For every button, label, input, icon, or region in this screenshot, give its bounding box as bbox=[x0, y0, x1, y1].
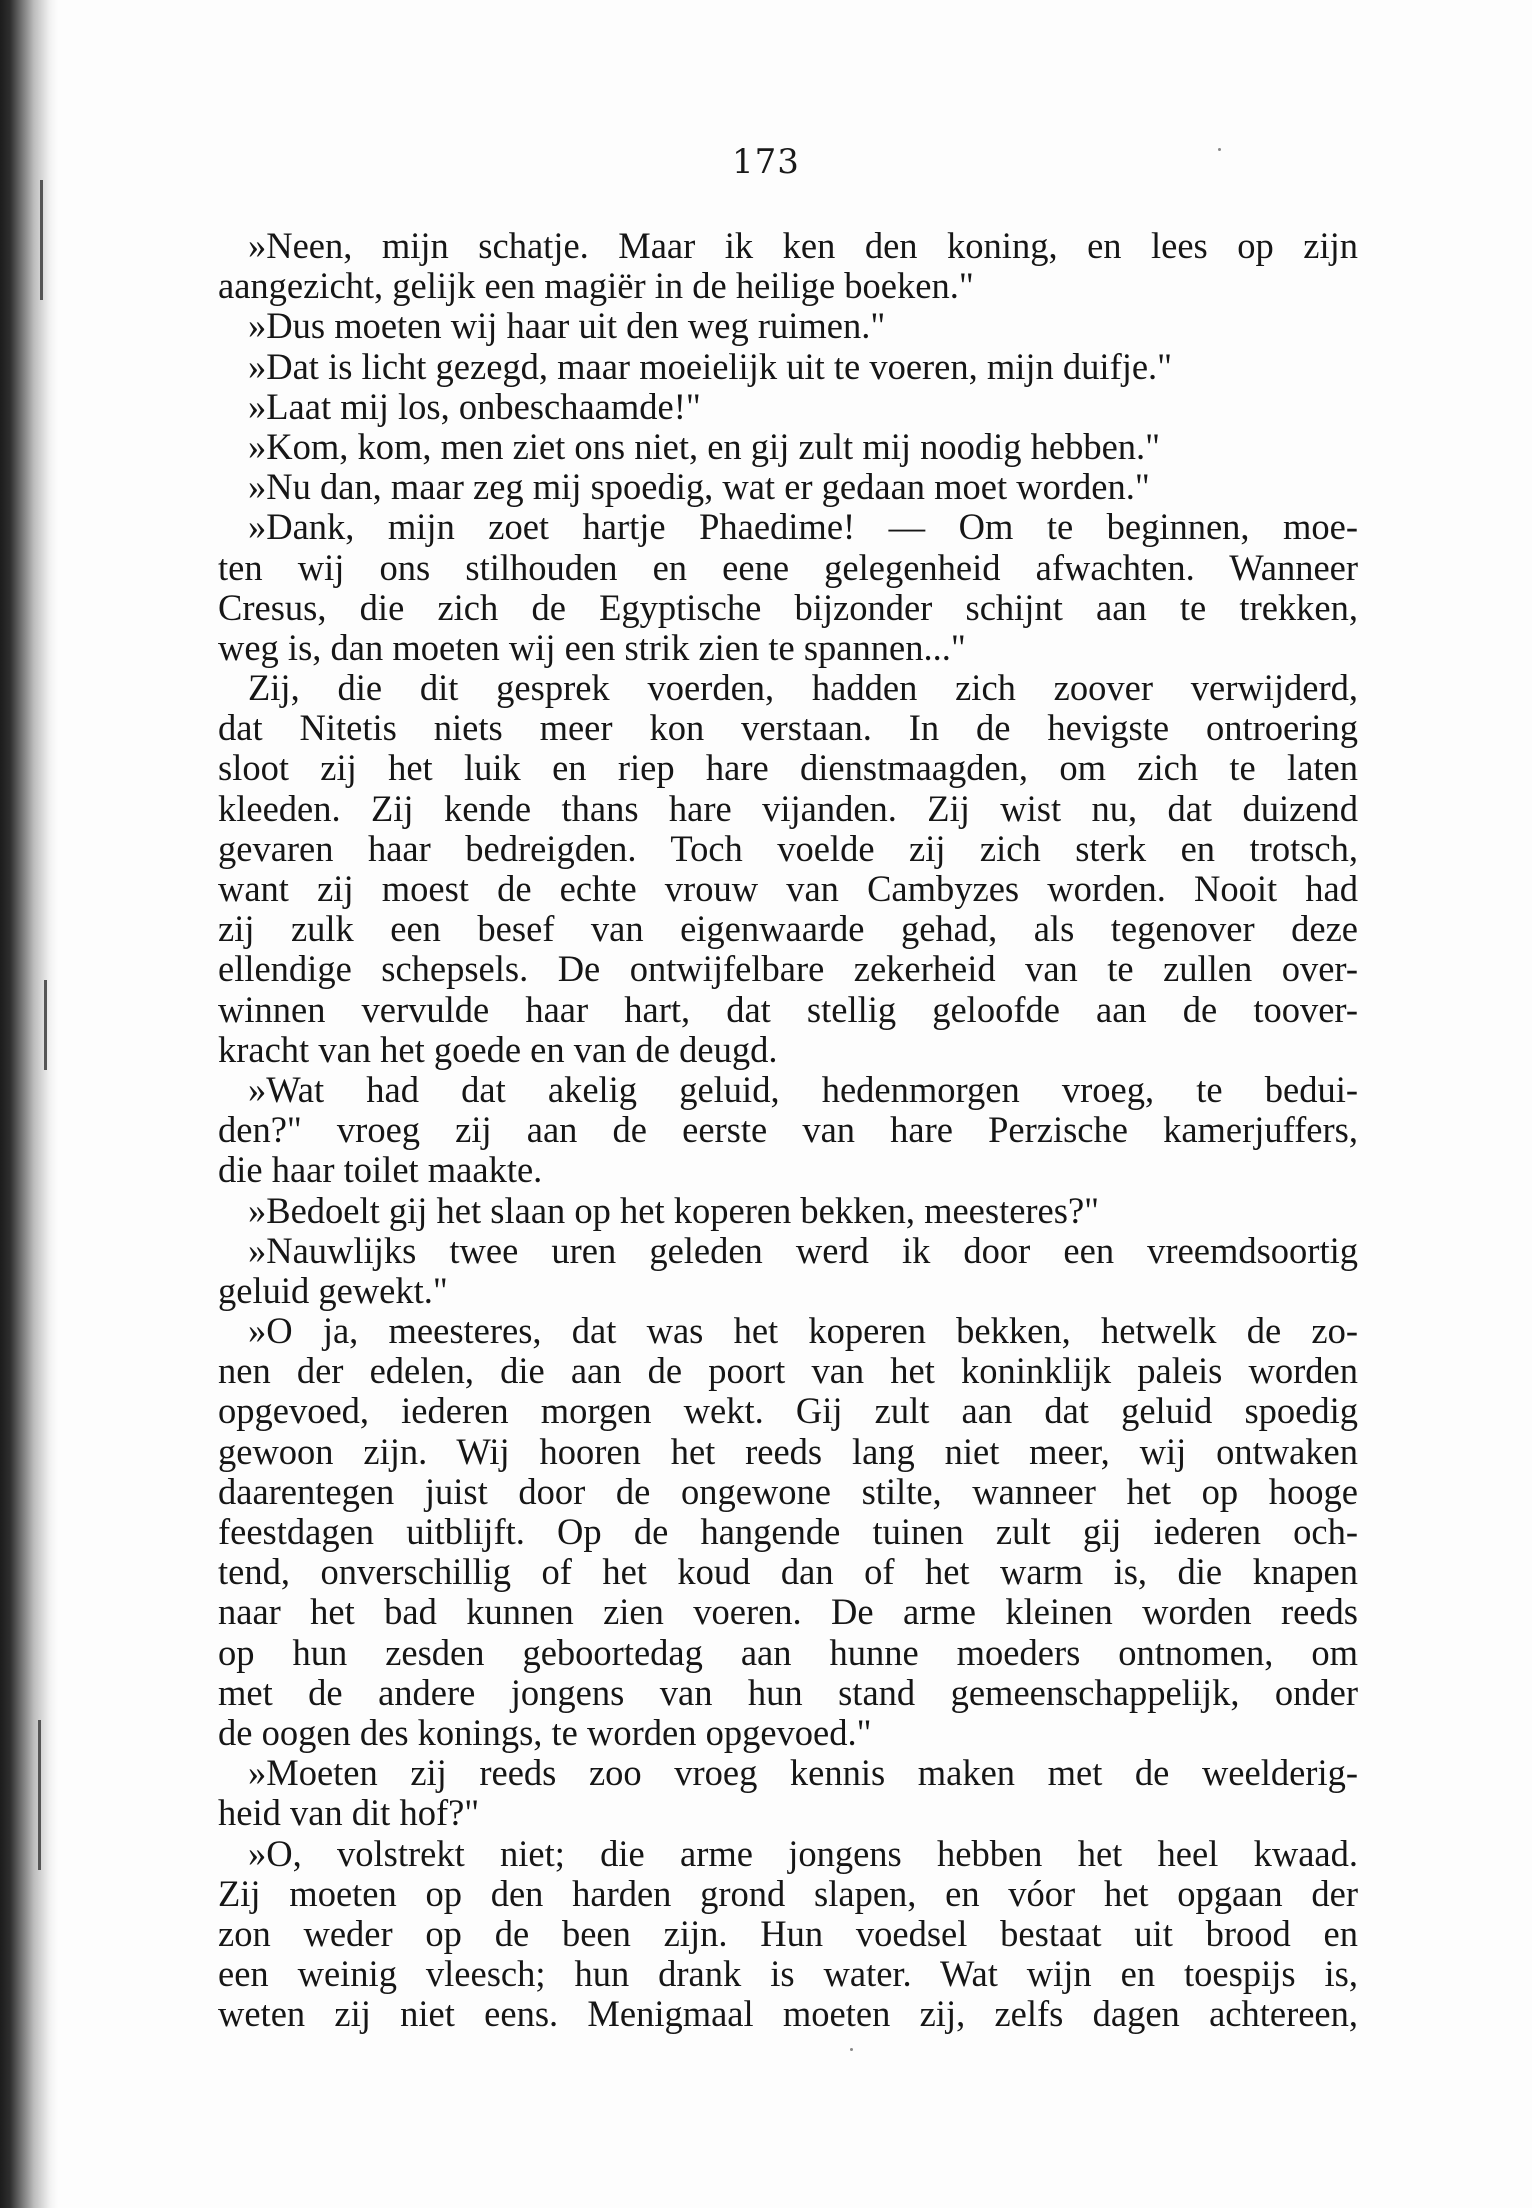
text-line: sloot zij het luik en riep hare dienstmaagden, om zich te laten bbox=[218, 747, 1358, 789]
scan-speck bbox=[1218, 148, 1221, 151]
text-line: ten wij ons stilhouden en eene gelegenheid afwachten. Wanneer bbox=[218, 546, 1358, 588]
text-line: »Dat is licht gezegd, maar moeielijk uit te voeren, mijn duifje." bbox=[248, 345, 1173, 387]
text-line: nen der edelen, die aan de poort van het koninklijk paleis worden bbox=[218, 1350, 1358, 1392]
text-line: een weinig vleesch; hun drank is water. Wat wijn en toespijs is, bbox=[218, 1953, 1358, 1995]
text-line: zij zulk een besef van eigenwaarde gehad, als tegenover deze bbox=[218, 908, 1358, 950]
text-line: heid van dit hof?" bbox=[218, 1792, 480, 1834]
body-text bbox=[218, 226, 1358, 2034]
text-line: »Dus moeten wij haar uit den weg ruimen." bbox=[248, 305, 886, 347]
scan-speck bbox=[850, 2048, 853, 2051]
text-line: aangezicht, gelijk een magiër in de heilige boeken." bbox=[218, 265, 974, 307]
text-line: ellendige schepsels. De ontwijfelbare zekerheid van te zullen over- bbox=[218, 948, 1358, 990]
text-line: de oogen des konings, te worden opgevoed." bbox=[218, 1711, 872, 1753]
text-line: gewoon zijn. Wij hooren het reeds lang niet meer, wij ontwaken bbox=[218, 1430, 1358, 1472]
binding-mark bbox=[38, 1720, 41, 1870]
text-line: Cresus, die zich de Egyptische bijzonder schijnt aan te trekken, bbox=[218, 586, 1358, 628]
text-line: Zij moeten op den harden grond slapen, en vóor het opgaan der bbox=[218, 1872, 1358, 1914]
text-line: winnen vervulde haar hart, dat stellig geloofde aan de toover- bbox=[218, 988, 1358, 1030]
text-line: »Laat mij los, onbeschaamde!" bbox=[248, 385, 701, 427]
text-line: kracht van het goede en van de deugd. bbox=[218, 1028, 778, 1070]
page-number: 173 bbox=[732, 142, 800, 182]
text-line: den?" vroeg zij aan de eerste van hare Perzische kamerjuffers, bbox=[218, 1109, 1358, 1151]
text-line: dat Nitetis niets meer kon verstaan. In de hevigste ontroering bbox=[218, 707, 1358, 749]
text-line: kleeden. Zij kende thans hare vijanden. Zij wist nu, dat duizend bbox=[218, 787, 1358, 829]
text-line: »O ja, meesteres, dat was het koperen bekken, hetwelk de zo- bbox=[248, 1310, 1358, 1352]
text-line: opgevoed, iederen morgen wekt. Gij zult aan dat geluid spoedig bbox=[218, 1390, 1358, 1432]
text-line: feestdagen uitblijft. Op de hangende tuinen zult gij iederen och- bbox=[218, 1511, 1358, 1552]
text-line: »O, volstrekt niet; die arme jongens hebben het heel kwaad. bbox=[248, 1832, 1358, 1874]
text-line: »Wat had dat akelig geluid, hedenmorgen vroeg, te bedui- bbox=[248, 1068, 1358, 1110]
text-line: zon weder op de been zijn. Hun voedsel bestaat uit brood en bbox=[218, 1912, 1358, 1954]
text-line: die haar toilet maakte. bbox=[218, 1149, 543, 1191]
text-line: »Neen, mijn schatje. Maar ik ken den koning, en lees op zijn bbox=[248, 225, 1358, 266]
text-line: daarentegen juist door de ongewone stilte, wanneer het op hooge bbox=[218, 1470, 1358, 1512]
text-line: met de andere jongens van hun stand gemeenschappelijk, onder bbox=[218, 1671, 1358, 1713]
text-line: »Moeten zij reeds zoo vroeg kennis maken met de weelderig- bbox=[248, 1752, 1358, 1794]
text-line: want zij moest de echte vrouw van Cambyzes worden. Nooit had bbox=[218, 868, 1358, 909]
text-line: Zij, die dit gesprek voerden, hadden zich zoover verwijderd, bbox=[248, 667, 1358, 709]
text-line: geluid gewekt." bbox=[218, 1269, 448, 1311]
binding-shadow bbox=[0, 0, 58, 2208]
text-line: »Nauwlijks twee uren geleden werd ik door een vreemdsoortig bbox=[248, 1229, 1358, 1271]
binding-mark bbox=[40, 180, 43, 300]
text-line: tend, onverschillig of het koud dan of het warm is, die knapen bbox=[218, 1551, 1358, 1593]
binding-mark bbox=[44, 980, 47, 1070]
text-line: op hun zesden geboortedag aan hunne moeders ontnomen, om bbox=[218, 1631, 1358, 1673]
text-line: »Dank, mijn zoet hartje Phaedime! — Om te beginnen, moe- bbox=[248, 506, 1358, 548]
text-line: »Nu dan, maar zeg mij spoedig, wat er gedaan moet worden." bbox=[248, 466, 1150, 508]
text-line: naar het bad kunnen zien voeren. De arme kleinen worden reeds bbox=[218, 1591, 1358, 1633]
text-line: »Kom, kom, men ziet ons niet, en gij zult mij noodig hebben." bbox=[248, 425, 1161, 467]
text-line: weten zij niet eens. Menigmaal moeten zij, zelfs dagen achtereen, bbox=[218, 1993, 1358, 2035]
text-line: weg is, dan moeten wij een strik zien te spannen..." bbox=[218, 626, 966, 668]
text-line: gevaren haar bedreigden. Toch voelde zij zich sterk en trotsch, bbox=[218, 827, 1358, 869]
text-line: »Bedoelt gij het slaan op het koperen bekken, meesteres?" bbox=[248, 1189, 1100, 1231]
